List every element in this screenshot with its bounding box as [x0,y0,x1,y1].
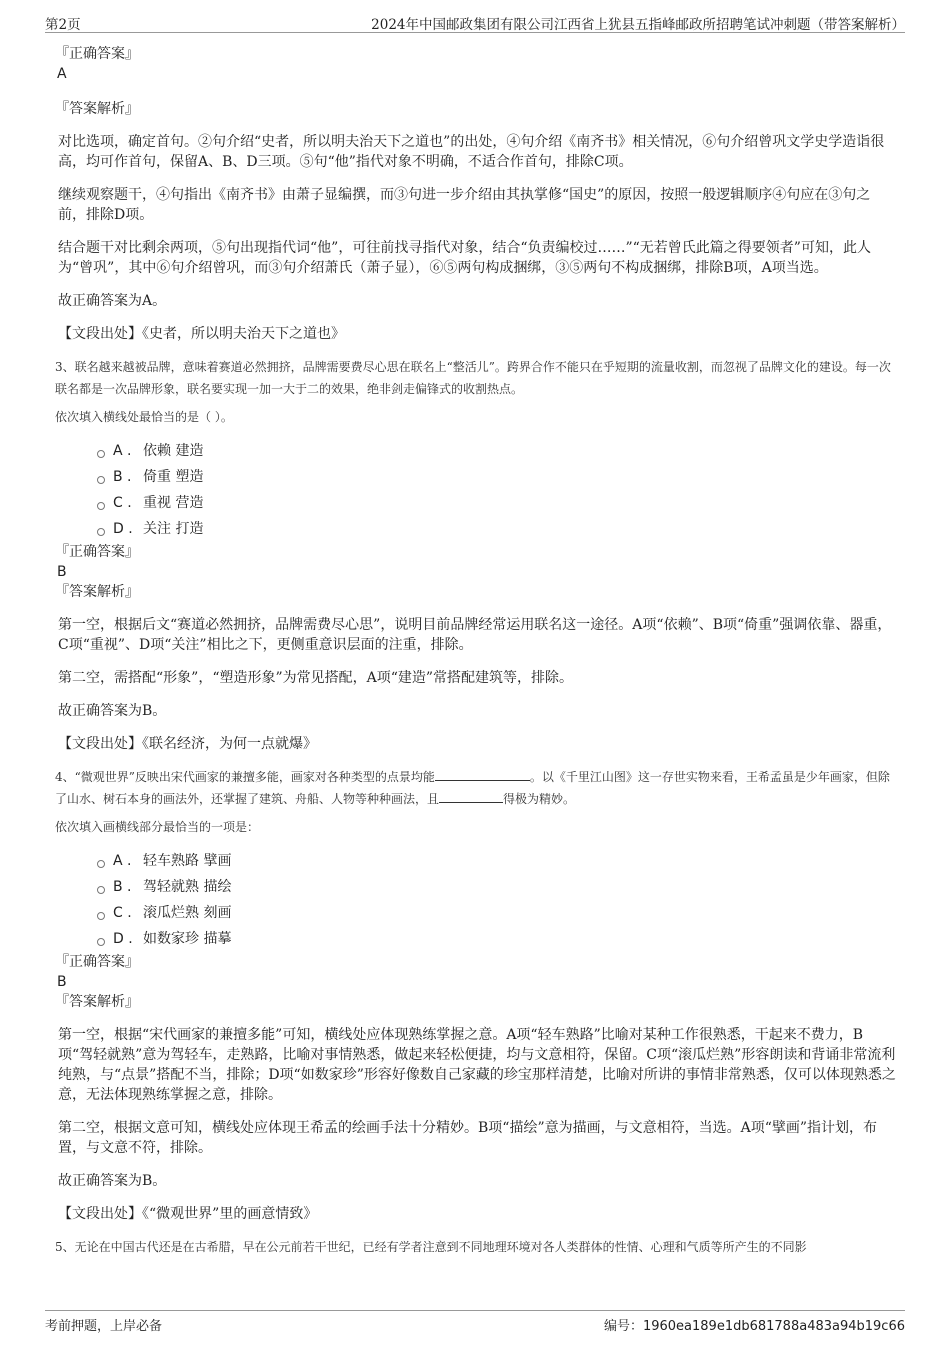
page-number: 第2页 [45,17,81,33]
options-list [55,848,900,952]
radio-icon[interactable] [97,502,105,510]
question-stem: 4、“微观世界”反映出宋代画家的兼擅多能，画家对各种类型的点景均能 。以《千里江山图》这一存世实物来看，王希孟虽是少年画家，但除了山水、树石本身的画法外，还掌握了建筑、舟船、人物等种种画法，且 得极为精妙。 [55,770,890,806]
analysis-label: 『答案解析』 [55,994,139,1010]
option-d[interactable]: D . 如数家珍 描摹 [97,926,900,952]
radio-icon[interactable] [97,860,105,868]
option-a[interactable]: A . 依赖 建造 [97,438,900,464]
answer-label: 『正确答案』 [55,544,139,560]
question-stem: 5、无论在中国古代还是在古希腊，早在公元前若干世纪，已经有学者注意到不同地理环境对各人类群体的性情、心理和气质等所产生的不同影 [55,1240,807,1254]
option-b[interactable]: B . 驾轻就熟 描绘 [97,874,900,900]
analysis-paragraph: 第二空，需搭配“形象”，“塑造形象”为常见搭配，A项“建造”常搭配建筑等，排除。 [58,670,574,686]
fill-blank [439,790,503,803]
analysis-paragraph: 继续观察题干，④句指出《南齐书》由萧子显编撰，而③句进一步介绍由其执掌修“国史”的原因，按照一般逻辑顺序④句应在③句之前，排除D项。 [58,187,871,223]
answer-label: 『正确答案』 [55,954,139,970]
option-c[interactable]: C . 滚瓜烂熟 刻画 [97,900,900,926]
answer-value: A [57,66,67,82]
option-d[interactable]: D . 关注 打造 [97,516,900,542]
analysis-paragraph: 第一空，根据“宋代画家的兼擅多能”可知，横线处应体现熟练掌握之意。A项“轻车熟路”比喻对某种工作很熟悉，干起来不费力，B项“驾轻就熟”意为驾轻车，走熟路，比喻对事情熟悉，做起来轻松便捷，均与文意相符，保留。C项“滚瓜烂熟”形容朗读和背诵非常流利纯熟，与“点景”搭配不当，排除；D项“如数家珍”形容好像数自己家藏的珍宝那样清楚，比喻对所讲的事情非常熟悉，仅可以体现熟悉之意，无法体现熟练掌握之意，排除。 [58,1027,896,1103]
radio-icon[interactable] [97,450,105,458]
option-b[interactable]: B . 倚重 塑造 [97,464,900,490]
conclusion: 故正确答案为B。 [58,703,167,719]
analysis-label: 『答案解析』 [55,101,139,117]
radio-icon[interactable] [97,476,105,484]
document-code: 编号：1960ea189e1db681788a483a94b19c66 [603,1319,905,1334]
analysis-label: 『答案解析』 [55,584,139,600]
page-content [55,44,900,1258]
source-citation: 【文段出处】《史者，所以明夫治天下之道也》 [58,326,345,342]
page-footer [45,1310,905,1333]
radio-icon[interactable] [97,938,105,946]
question-stem: 3、联名越来越被品牌，意味着赛道必然拥挤，品牌需要费尽心思在联名上“整活儿”。跨界合作不能只在乎短期的流量收割，而忽视了品牌文化的建设。每一次联名都是一次品牌形象，联名要实现一加一大于二的效果，绝非剑走偏锋式的收割热点。 [55,360,891,396]
analysis-paragraph: 对比选项，确定首句。②句介绍“史者，所以明夫治天下之道也”的出处，④句介绍《南齐书》相关情况，⑥句介绍曾巩文学史学造诣很高，均可作首句，保留A、B、D三项。⑤句“他”指代对象不明确，不适合作首句，排除C项。 [58,134,885,170]
analysis-paragraph: 第一空，根据后文“赛道必然拥挤，品牌需费尽心思”，说明目前品牌经常运用联名这一途径。A项“依赖”、B项“倚重”强调依靠、器重，C项“重视”、D项“关注”相比之下，更侧重意识层面的注重，排除。 [58,617,892,653]
radio-icon[interactable] [97,528,105,536]
analysis-paragraph: 结合题干对比剩余两项，⑤句出现指代词“他”，可往前找寻指代对象，结合“负责编校过……”“无若曾氏此篇之得要领者”可知，此人为“曾巩”，其中⑥句介绍曾巩，而③句介绍萧氏（萧子显），⑥⑤两句构成捆绑，③⑤两句不构成捆绑，排除B项，A项当选。 [58,240,871,276]
answer-value: B [57,974,67,990]
source-citation: 【文段出处】《联名经济，为何一点就爆》 [58,736,317,752]
conclusion: 故正确答案为A。 [58,293,167,309]
fill-blank [435,768,530,781]
page-header [45,10,905,33]
source-citation: 【文段出处】《“微观世界”里的画意情致》 [58,1206,318,1222]
radio-icon[interactable] [97,912,105,920]
answer-value: B [57,564,67,580]
options-list [55,438,900,542]
footer-slogan: 考前押题，上岸必备 [45,1319,163,1334]
question-prompt: 依次填入画横线部分最恰当的一项是： [55,820,260,834]
answer-label: 『正确答案』 [55,46,139,62]
option-a[interactable]: A . 轻车熟路 擘画 [97,848,900,874]
conclusion: 故正确答案为B。 [58,1173,167,1189]
option-c[interactable]: C . 重视 营造 [97,490,900,516]
radio-icon[interactable] [97,886,105,894]
analysis-paragraph: 第二空，根据文意可知，横线处应体现王希孟的绘画手法十分精妙。B项“描绘”意为描画，与文意相符，当选。A项“擘画”指计划，布置，与文意不符，排除。 [58,1120,878,1156]
document-title: 2024年中国邮政集团有限公司江西省上犹县五指峰邮政所招聘笔试冲刺题（带答案解析） [371,17,905,33]
question-prompt: 依次填入横线处最恰当的是（ ）。 [55,410,233,424]
